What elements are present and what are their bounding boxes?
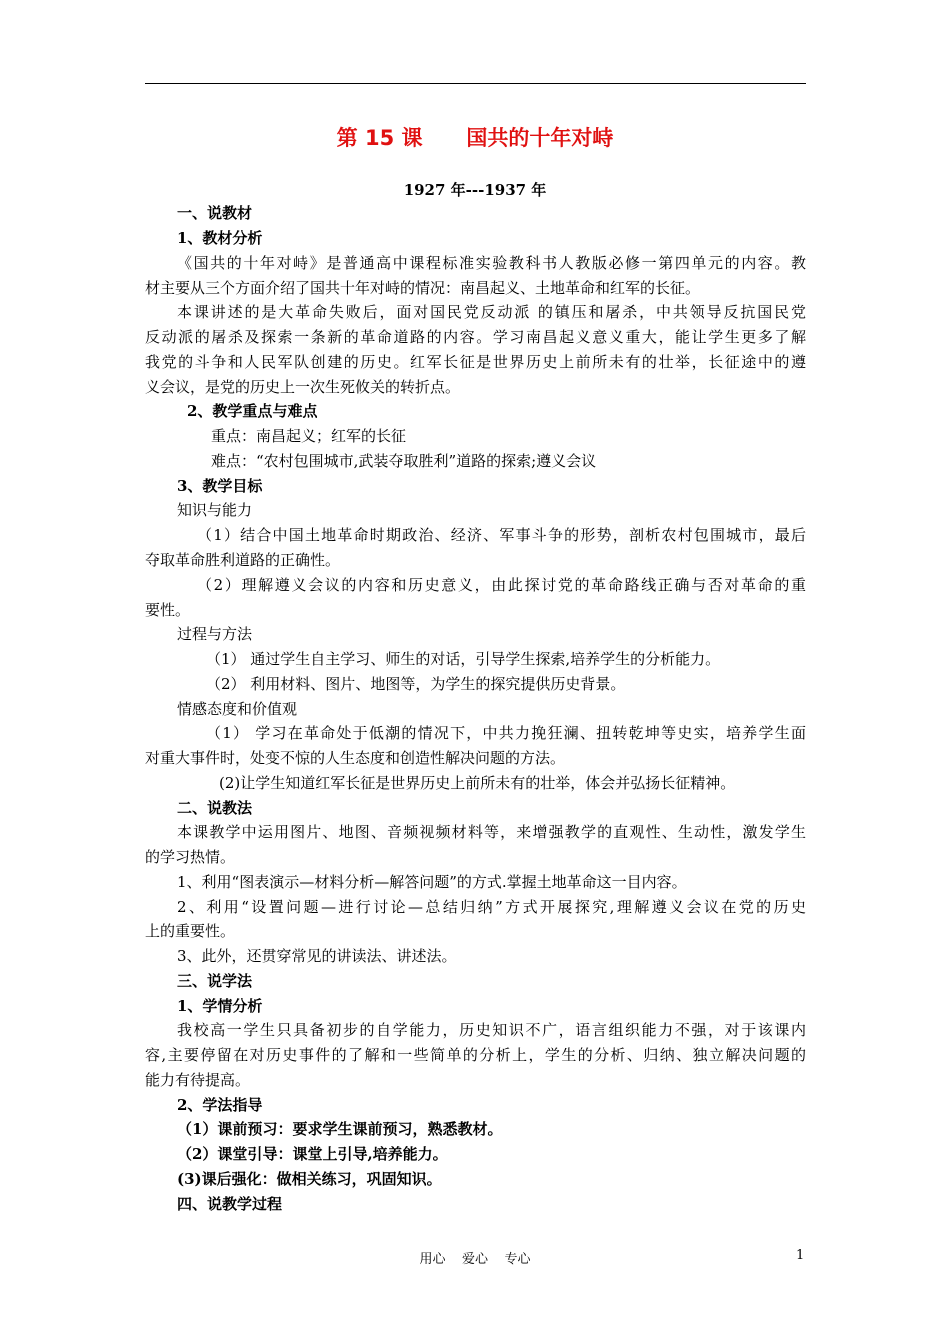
subsection-heading: 1、教材分析 (177, 229, 263, 247)
paragraph-line: 的学习热情。 (145, 848, 236, 866)
paragraph-line: 难点：“农村包围城市,武装夺取胜利”道路的探索;遵义会议 (211, 452, 597, 470)
page-number: 1 (796, 1248, 805, 1263)
paragraph-line: 对重大事件时，处变不惊的人生态度和创造性解决问题的方法。 (145, 749, 566, 767)
footer-motto: 用心 爱心 专心 (419, 1252, 531, 1267)
section-heading: 三、说学法 (177, 972, 253, 990)
paragraph-line: (2)让学生知道红军长征是世界历史上前所未有的壮举，体会并弘扬长征精神。 (219, 774, 736, 792)
paragraph-line: 2、利用“设置问题—进行讨论—总结归纳”方式开展探究,理解遵义会议在党的历史 (177, 898, 806, 916)
study-method-item: （1）课前预习：要求学生课前预习，熟悉教材。 (177, 1120, 503, 1138)
header-rule (145, 83, 806, 84)
section-heading: 一、说教材 (177, 204, 253, 222)
paragraph-line: （1） 学习在革命处于低潮的情况下，中共力挽狂澜、扭转乾坤等史实，培养学生面 (206, 724, 806, 742)
paragraph-line: 义会议，是党的历史上一次生死攸关的转折点。 (145, 378, 461, 396)
paragraph-line: （1）结合中国土地革命时期政治、经济、军事斗争的形势，剖析农村包围城市，最后 (197, 526, 806, 544)
paragraph-line: 反动派的屠杀及探索一条新的革命道路的内容。学习南昌起义意义重大，能让学生更多了解 (145, 328, 806, 346)
goal-category: 知识与能力 (177, 501, 253, 519)
paragraph-line: 重点：南昌起义；红军的长征 (211, 427, 407, 445)
paragraph-line: 材主要从三个方面介绍了国共十年对峙的情况：南昌起义、土地革命和红军的长征。 (145, 279, 701, 297)
paragraph-line: 1、利用“图表演示—材料分析—解答问题”的方式.掌握土地革命这一目内容。 (177, 873, 687, 891)
study-method-item: (3)课后强化：做相关练习，巩固知识。 (177, 1170, 442, 1188)
subsection-heading: 2、教学重点与难点 (187, 402, 318, 420)
year-range: 1927 年---1937 年 (403, 181, 547, 199)
section-heading: 二、说教法 (177, 799, 253, 817)
paragraph-line: 本课教学中运用图片、地图、音频视频材料等，来增强教学的直观性、生动性，激发学生 (177, 823, 806, 841)
subsection-heading: 2、学法指导 (177, 1096, 263, 1114)
paragraph-line: 要性。 (145, 601, 191, 619)
paragraph-line: 我校高一学生只具备初步的自学能力，历史知识不广，语言组织能力不强，对于该课内 (177, 1021, 806, 1039)
paragraph-line: （2）理解遵义会议的内容和历史意义，由此探讨党的革命路线正确与否对革命的重 (197, 576, 806, 594)
paragraph-line: 上的重要性。 (145, 922, 236, 940)
lesson-title: 第 15 课 国共的十年对峙 (336, 126, 614, 150)
subsection-heading: 3、教学目标 (177, 477, 263, 495)
paragraph-line: 我党的斗争和人民军队创建的历史。红军长征是世界历史上前所未有的壮举，长征途中的遵 (145, 353, 806, 371)
section-heading: 四、说教学过程 (177, 1195, 283, 1213)
paragraph-line: 容,主要停留在对历史事件的了解和一些简单的分析上，学生的分析、归纳、独立解决问题的 (145, 1046, 806, 1064)
goal-category: 情感态度和价值观 (177, 700, 298, 718)
goal-category: 过程与方法 (177, 625, 253, 643)
study-method-item: （2）课堂引导：课堂上引导,培养能力。 (177, 1145, 448, 1163)
paragraph-line: 夺取革命胜利道路的正确性。 (145, 551, 341, 569)
paragraph-line: （1） 通过学生自主学习、师生的对话，引导学生探索,培养学生的分析能力。 (206, 650, 721, 668)
paragraph-line: 3、此外，还贯穿常见的讲读法、讲述法。 (177, 947, 457, 965)
subsection-heading: 1、学情分析 (177, 997, 263, 1015)
paragraph-line: 本课讲述的是大革命失败后，面对国民党反动派 的镇压和屠杀，中共领导反抗国民党 (177, 303, 806, 321)
paragraph-line: （2） 利用材料、图片、地图等，为学生的探究提供历史背景。 (206, 675, 626, 693)
paragraph-line: 能力有待提高。 (145, 1071, 251, 1089)
paragraph-line: 《国共的十年对峙》是普通高中课程标准实验教科书人教版必修一第四单元的内容。教 (177, 254, 806, 272)
